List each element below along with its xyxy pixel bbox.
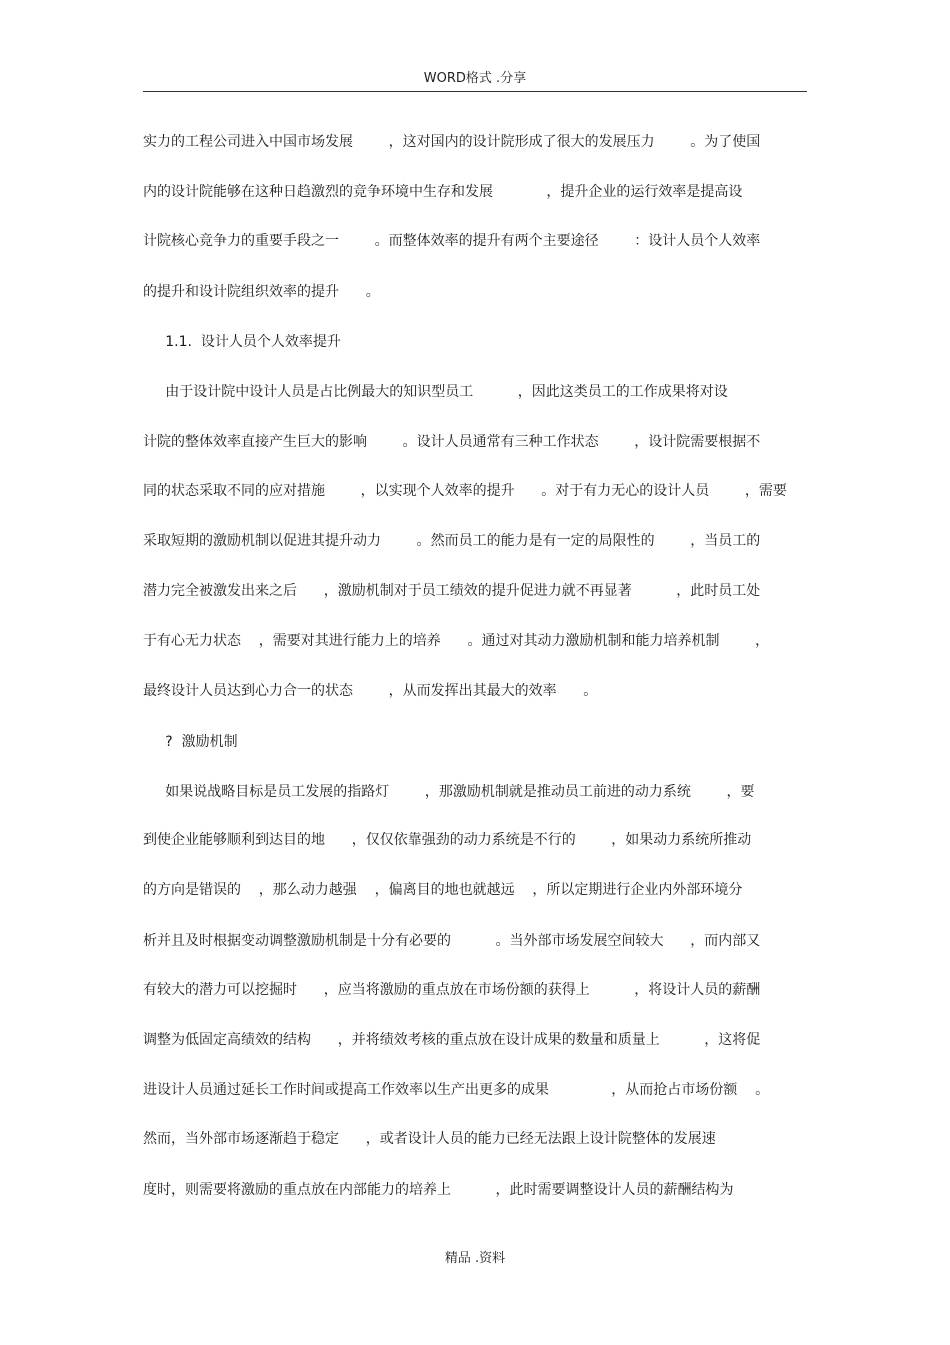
- body-line: 同的状态采取不同的应对措施 ，以实现个人效率的提升 。对于有力无心的设计人员 ，需要: [143, 483, 787, 499]
- body-line: 析并且及时根据变动调整激励机制是十分有必要的 。当外部市场发展空间较大 ，而内部又: [143, 933, 761, 949]
- header-divider: [143, 91, 807, 92]
- page-header: WORD格式 .分享: [423, 71, 527, 86]
- body-line: 内的设计院能够在这种日趋激烈的竞争环境中生存和发展 ，提升企业的运行效率是提高设: [143, 184, 743, 200]
- body-line: 的提升和设计院组织效率的提升 。: [143, 284, 380, 300]
- page-footer: 精品 .资料: [444, 1251, 506, 1266]
- body-line: 潜力完全被激发出来之后 ，激励机制对于员工绩效的提升促进力就不再显著 ，此时员工处: [143, 583, 761, 599]
- body-line: 于有心无力状态 ，需要对其进行能力上的培养 。通过对其动力激励机制和能力培养机制 ，: [143, 633, 770, 649]
- body-line: 实力的工程公司进入中国市场发展 ，这对国内的设计院形成了很大的发展压力 。为了使国: [143, 134, 761, 150]
- body-line: 计院的整体效率直接产生巨大的影响 。设计人员通常有三种工作状态 ，设计院需要根据不: [143, 434, 761, 450]
- body-line: 如果说战略目标是员工发展的指路灯 ，那激励机制就是推动员工前进的动力系统 ，要: [143, 784, 755, 800]
- subsection-heading: ? 激励机制: [143, 734, 238, 750]
- body-line: 调整为低固定高绩效的结构 ，并将绩效考核的重点放在设计成果的数量和质量上 ，这将促: [143, 1032, 761, 1048]
- body-line: 有较大的潜力可以挖掘时 ，应当将激励的重点放在市场份额的获得上 ，将设计人员的薪酬: [143, 982, 761, 998]
- body-line: 最终设计人员达到心力合一的状态 ，从而发挥出其最大的效率 。: [143, 683, 598, 699]
- body-line: 进设计人员通过延长工作时间或提高工作效率以生产出更多的成果 ，从而抢占市场份额 。: [143, 1082, 770, 1098]
- body-line: 度时，则需要将激励的重点放在内部能力的培养上 ，此时需要调整设计人员的薪酬结构为: [143, 1182, 734, 1198]
- body-line: 由于设计院中设计人员是占比例最大的知识型员工 ，因此这类员工的工作成果将对设: [143, 384, 728, 400]
- body-line: 的方向是错误的 ，那么动力越强 ，偏离目的地也就越远 ，所以定期进行企业内外部环境分: [143, 882, 743, 898]
- body-line: 计院核心竞争力的重要手段之一 。而整体效率的提升有两个主要途径 ：设计人员个人效率: [143, 233, 761, 249]
- section-heading: 1.1. 设计人员个人效率提升: [143, 334, 341, 350]
- body-line: 然而，当外部市场逐渐趋于稳定 ，或者设计人员的能力已经无法跟上设计院整体的发展速: [143, 1131, 716, 1147]
- body-line: 采取短期的激励机制以促进其提升动力 。然而员工的能力是有一定的局限性的 ，当员工的: [143, 533, 761, 549]
- body-line: 到使企业能够顺利到达目的地 ，仅仅依靠强劲的动力系统是不行的 ，如果动力系统所推动: [143, 832, 752, 848]
